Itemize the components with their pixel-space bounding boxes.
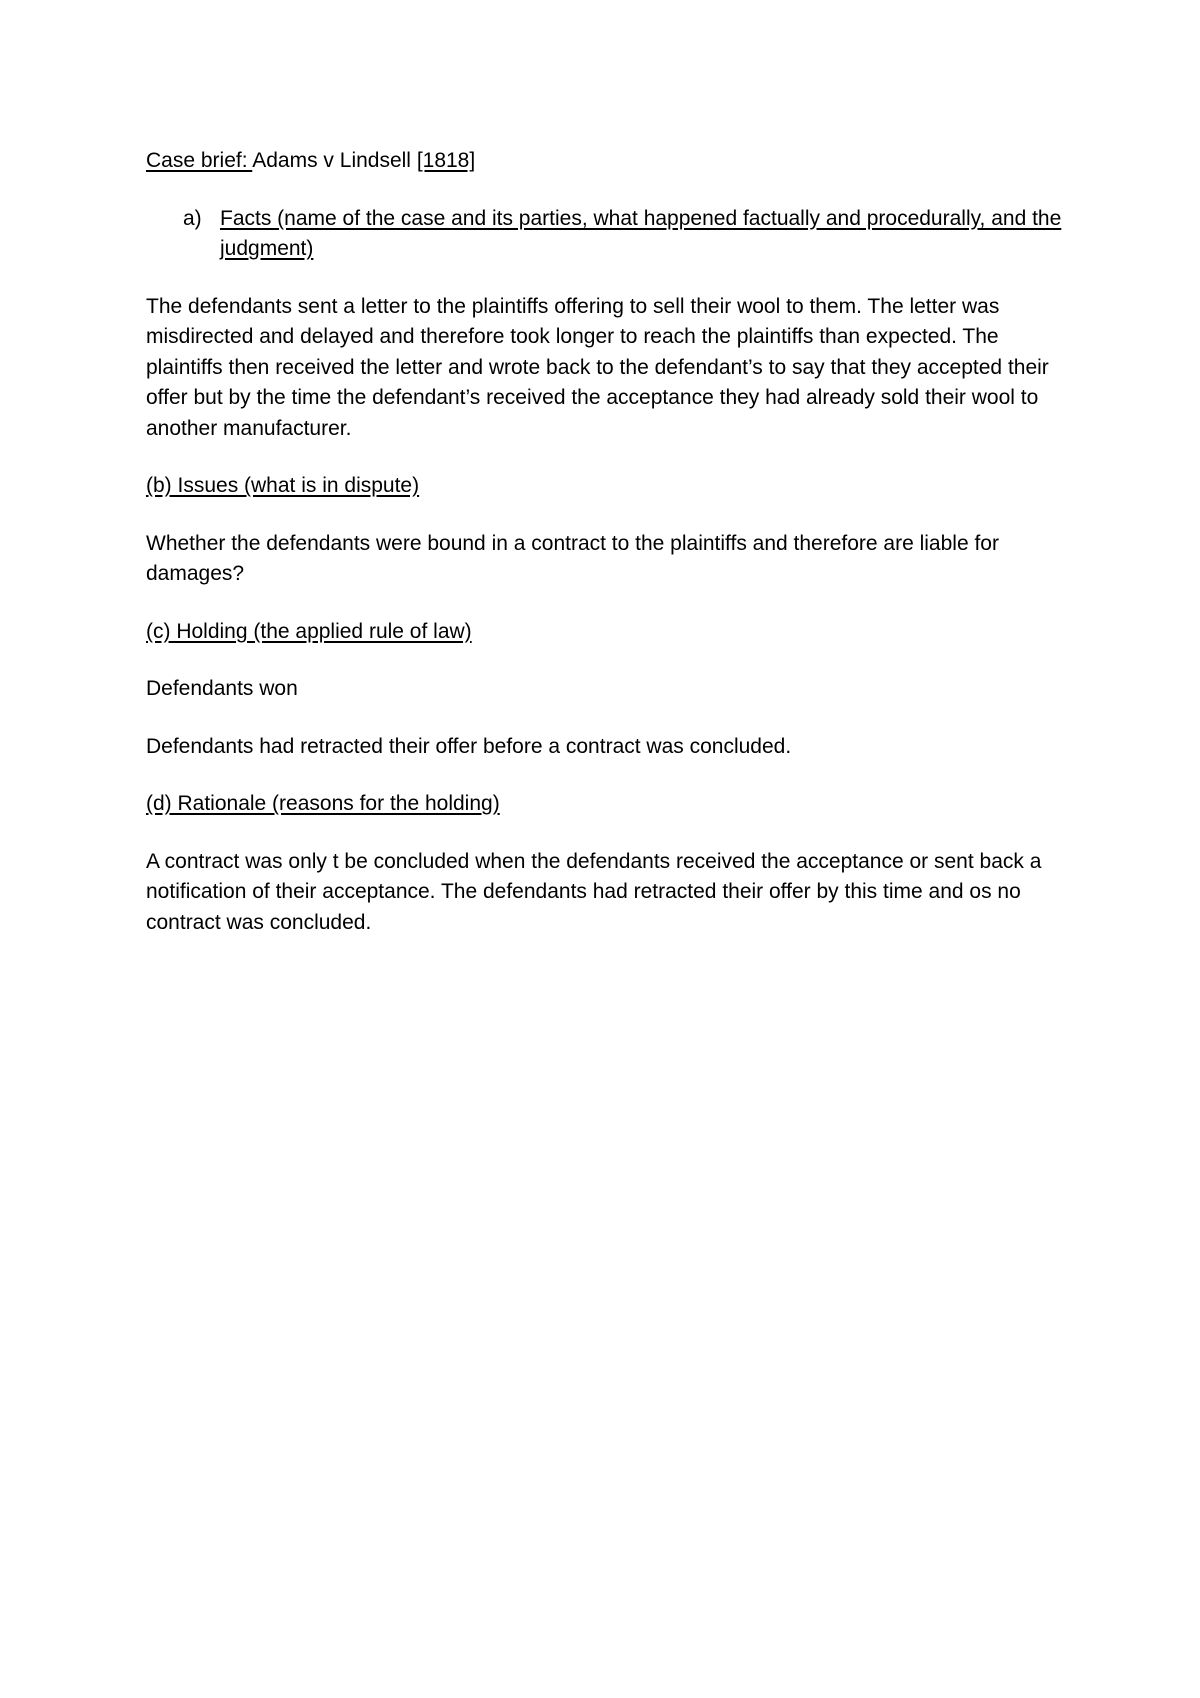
facts-heading-item xyxy=(146,204,1066,265)
document-page xyxy=(146,146,1066,965)
facts-marker: a) xyxy=(183,206,202,230)
issues-heading: (b) Issues (what is in dispute) xyxy=(146,474,420,497)
holding-heading: (c) Holding (the applied rule of law) xyxy=(146,619,472,643)
holding-result: Defendants won xyxy=(146,677,298,700)
rationale-body: A contract was only t be concluded when the defendants received the acceptance or sent back a notification of their acceptance. The defendants had retracted their offer by this time and os no contract was concluded. xyxy=(146,849,1042,934)
facts-heading: Facts (name of the case and its parties, what happened factually and procedurally, and the judgment) xyxy=(220,206,1062,260)
issues-body: Whether the defendants were bound in a contract to the plaintiffs and therefore are liable for damages? xyxy=(146,531,999,585)
rationale-heading: (d) Rationale (reasons for the holding) xyxy=(146,792,500,815)
holding-body: Defendants had retracted their offer before a contract was concluded. xyxy=(146,734,792,758)
title-prefix: Case brief: xyxy=(146,149,253,172)
document-title xyxy=(146,146,1066,177)
facts-body: The defendants sent a letter to the plaintiffs offering to sell their wool to them. The letter was misdirected and delayed and therefore took longer to reach the plaintiffs than expected. The plaintiffs then received the letter and wrote back to the defendant’s to say that they accepted their offer but by the time the defendant’s received the acceptance they had already sold their wool to another manufacturer. xyxy=(146,294,1049,440)
case-year: [1818] xyxy=(416,149,476,172)
case-name: Adams v Lindsell xyxy=(252,149,417,172)
